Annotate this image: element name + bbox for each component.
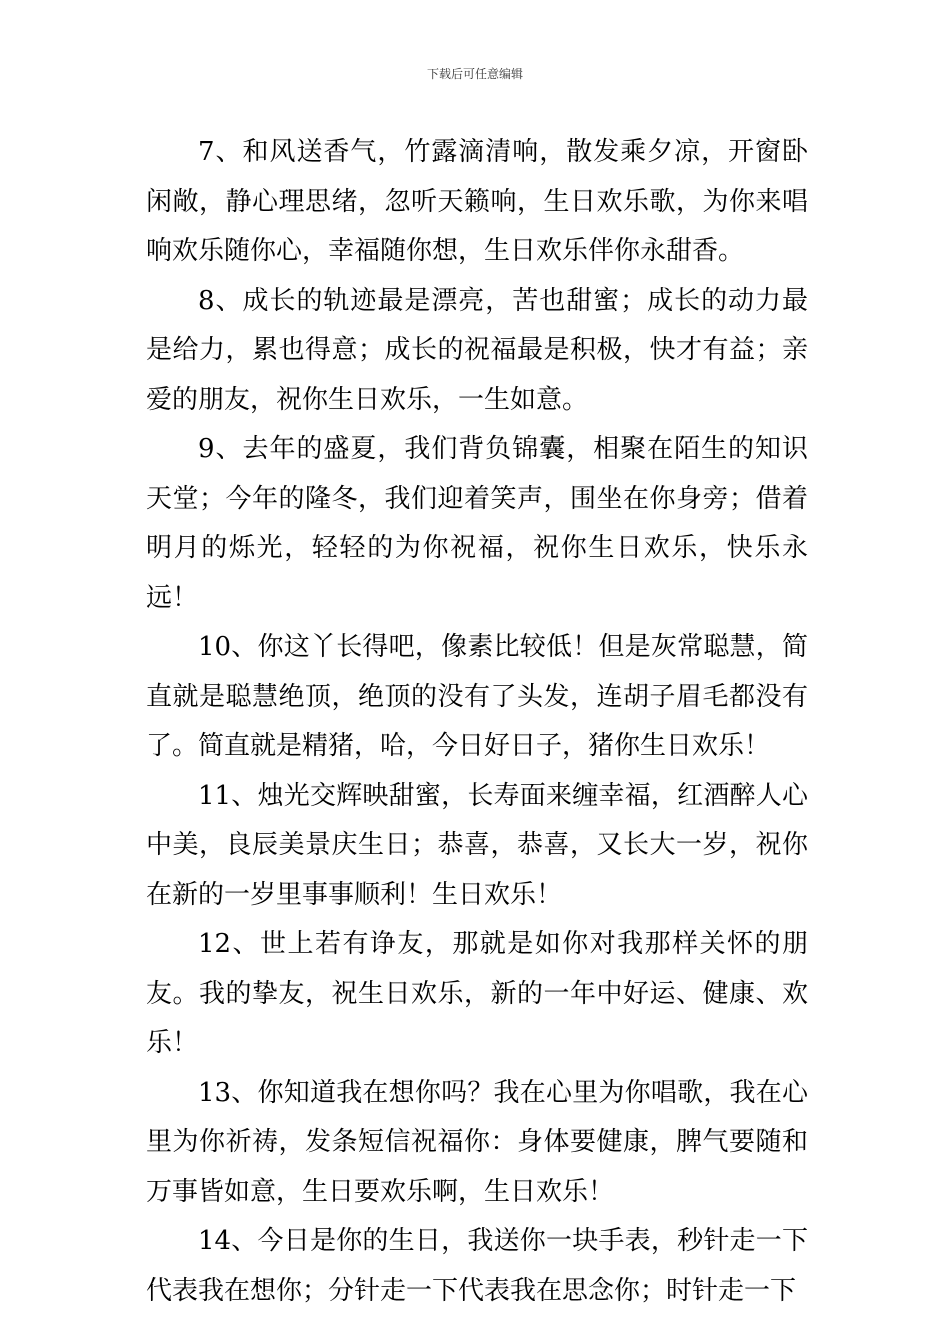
paragraph-9: 9、去年的盛夏，我们背负锦囊，相聚在陌生的知识天堂；今年的隆冬，我们迎着笑声，围坐在你身旁；借着明月的烁光，轻轻的为你祝福，祝你生日欢乐，快乐永远！ [146,434,808,613]
page-header: 下载后可任意编辑 [426,67,523,81]
paragraph-11: 11、烛光交辉映甜蜜，长寿面来缠幸福，红酒醉人心中美，良辰美景庆生日；恭喜，恭喜，又长大一岁，祝你在新的一岁里事事顺利！生日欢乐！ [146,780,808,910]
document-body [146,128,808,1316]
paragraph-12: 12、世上若有诤友，那就是如你对我那样关怀的朋友。我的挚友，祝生日欢乐，新的一年中好运、健康、欢乐！ [146,929,808,1058]
paragraph-14: 14、今日是你的生日，我送你一块手表，秒针走一下代表我在想你；分针走一下代表我在思念你；时针走一下 [146,1226,808,1306]
paragraph-8: 8、成长的轨迹最是漂亮，苦也甜蜜；成长的动力最是给力，累也得意；成长的祝福最是积极，快才有益；亲爱的朋友，祝你生日欢乐，一生如意。 [146,285,808,415]
paragraph-10: 10、你这丫长得吧，像素比较低！但是灰常聪慧，简直就是聪慧绝顶，绝顶的没有了头发，连胡子眉毛都没有了。简直就是精猪，哈，今日好日子，猪你生日欢乐！ [146,632,808,761]
paragraph-7: 7、和风送香气，竹露滴清响，散发乘夕凉，开窗卧闲敞，静心理思绪，忽听天籁响，生日欢乐歌，为你来唱响欢乐随你心，幸福随你想，生日欢乐伴你永甜香。 [146,137,808,266]
paragraph-13: 13、你知道我在想你吗？我在心里为你唱歌，我在心里为你祈祷，发条短信祝福你：身体要健康，脾气要随和万事皆如意，生日要欢乐啊，生日欢乐！ [146,1077,808,1207]
